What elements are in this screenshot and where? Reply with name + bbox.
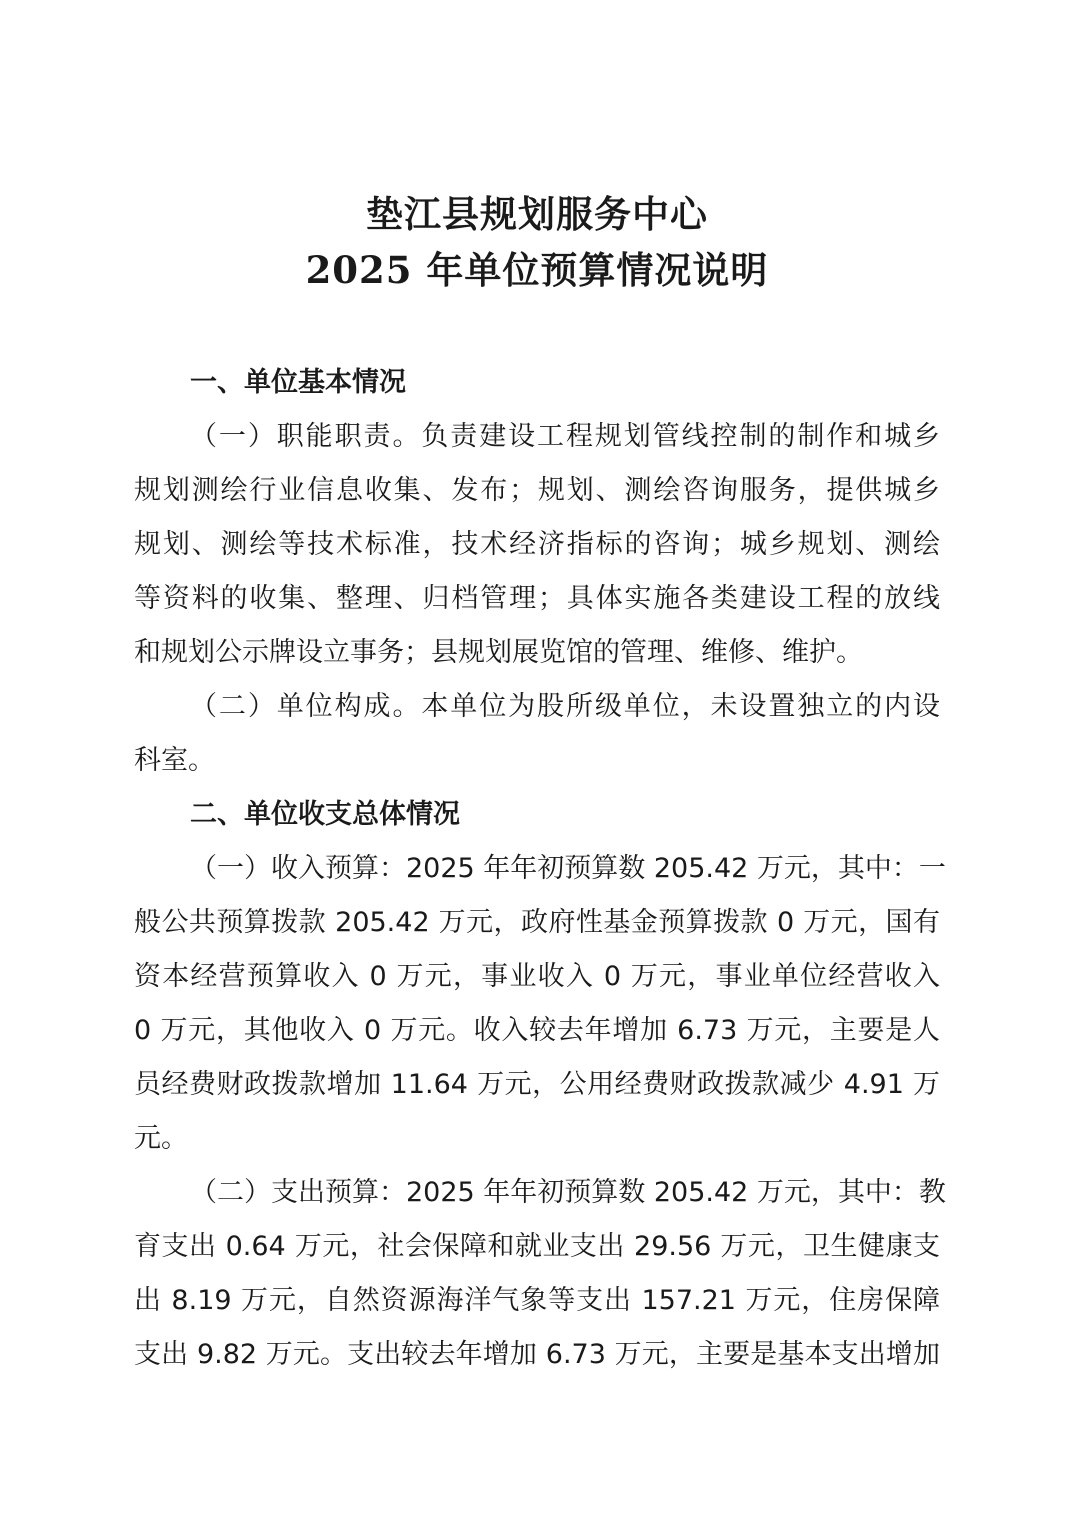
paragraph-line: （二）单位构成。本单位为股所级单位，未设置独立的内设 (190, 691, 940, 722)
paragraph-line: 资本经营预算收入 0 万元，事业收入 0 万元，事业单位经营收入 (134, 961, 940, 992)
paragraph-line: 般公共预算拨款 205.42 万元，政府性基金预算拨款 0 万元，国有 (134, 907, 940, 938)
paragraph-line: 出 8.19 万元，自然资源海洋气象等支出 157.21 万元，住房保障 (134, 1285, 940, 1316)
paragraph-line: （二）支出预算：2025 年年初预算数 205.42 万元，其中：教 (190, 1177, 946, 1208)
paragraph-line: 等资料的收集、整理、归档管理；具体实施各类建设工程的放线 (134, 583, 940, 614)
paragraph-line: 规划、测绘等技术标准，技术经济指标的咨询；城乡规划、测绘 (134, 529, 940, 560)
paragraph-line: 科室。 (134, 745, 215, 776)
paragraph-line: 支出 9.82 万元。支出较去年增加 6.73 万元，主要是基本支出增加 (134, 1339, 940, 1370)
section-heading-basic-info: 一、单位基本情况 (190, 367, 406, 398)
paragraph-line: 和规划公示牌设立事务；县规划展览馆的管理、维修、维护。 (134, 637, 863, 668)
section-heading-budget-overview: 二、单位收支总体情况 (190, 799, 460, 830)
document-subtitle: 2025 年单位预算情况说明 (305, 248, 769, 292)
paragraph-line: 规划测绘行业信息收集、发布；规划、测绘咨询服务，提供城乡 (134, 475, 940, 506)
paragraph-line: （一）职能职责。负责建设工程规划管线控制的制作和城乡 (190, 421, 940, 452)
paragraph-line: 育支出 0.64 万元，社会保障和就业支出 29.56 万元，卫生健康支 (134, 1231, 940, 1262)
document-title: 垫江县规划服务中心 (366, 192, 708, 236)
paragraph-line: 0 万元，其他收入 0 万元。收入较去年增加 6.73 万元，主要是人 (134, 1015, 940, 1046)
paragraph-line: 元。 (134, 1123, 188, 1154)
paragraph-line: （一）收入预算：2025 年年初预算数 205.42 万元，其中：一 (190, 853, 946, 884)
paragraph-line: 员经费财政拨款增加 11.64 万元，公用经费财政拨款减少 4.91 万 (134, 1069, 940, 1100)
